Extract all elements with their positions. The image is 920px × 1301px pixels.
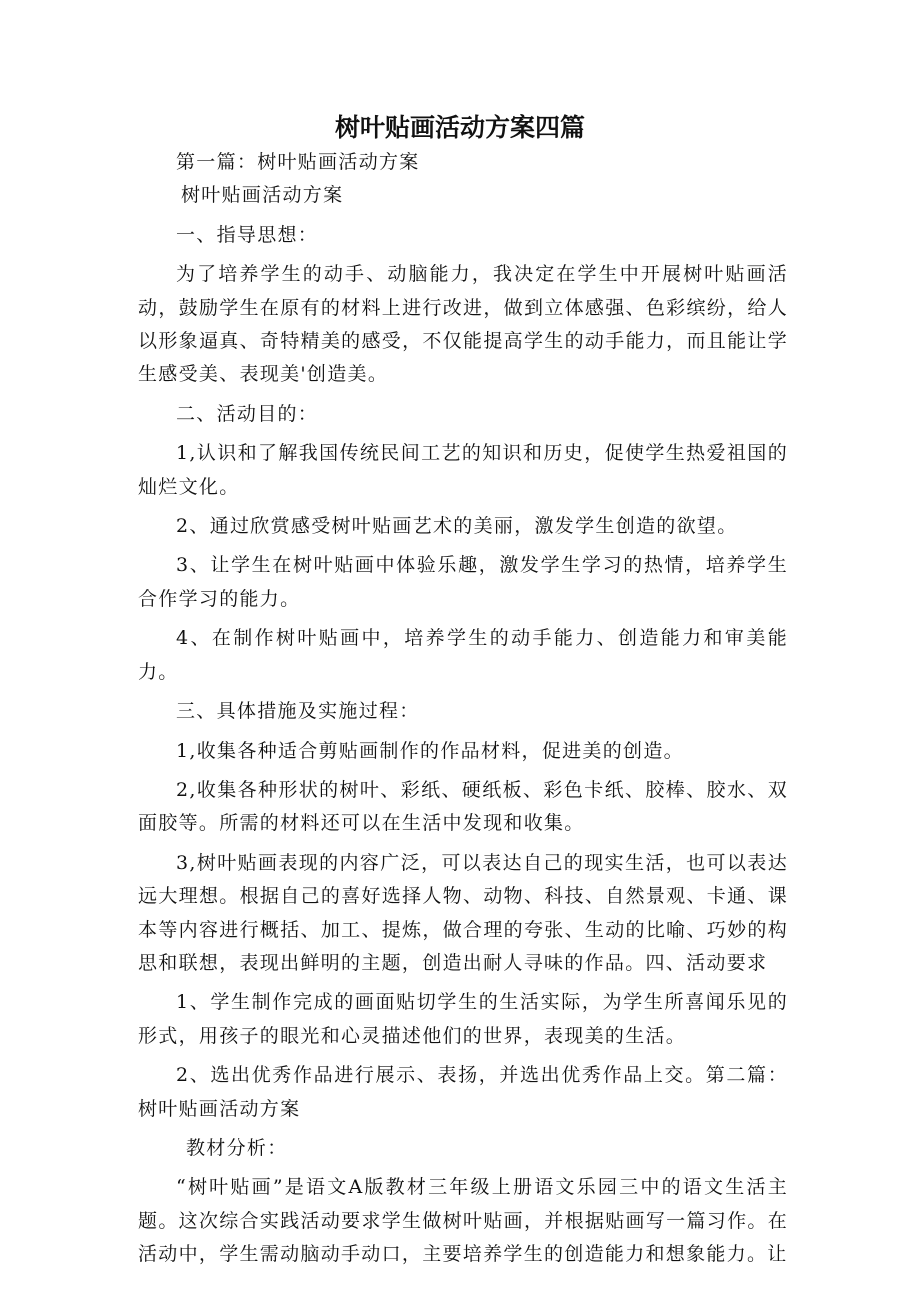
- document-body: [138, 146, 788, 1272]
- heading-measures: 三、具体措施及实施过程：: [176, 700, 420, 723]
- measure-item-3: 3,树叶贴画表现的内容广泛，可以表达自己的现实生活，也可以表达远大理想。根据自己的喜好选择人物、动物、科技、自然景观、卡通、课本等内容进行概括、加工、提炼，做合理的夸张、生动的比喻、巧妙的构思和联想，表现出鲜明的主题，创造出耐人寻味的作品。四、活动要求: [138, 851, 788, 974]
- heading-activity-purpose: 二、活动目的：: [176, 402, 319, 425]
- purpose-item-4: 4、在制作树叶贴画中，培养学生的动手能力、创造能力和审美能力。: [138, 627, 788, 683]
- section-heading-part-one: 第一篇：树叶贴画活动方案: [176, 151, 420, 173]
- measure-item-2: 2,收集各种形状的树叶、彩纸、硬纸板、彩色卡纸、胶棒、胶水、双面胶等。所需的材料还可以在生活中发现和收集。: [138, 778, 788, 835]
- measure-item-1: 1,收集各种适合剪贴画制作的作品材料，促进美的创造。: [176, 739, 684, 762]
- purpose-item-1: 1,认识和了解我国传统民间工艺的知识和历史，促使学生热爱祖国的灿烂文化。: [138, 442, 788, 498]
- document-title: 树叶贴画活动方案四篇: [334, 113, 585, 142]
- requirement-item-1: 1、学生制作完成的画面贴切学生的生活实际，为学生所喜闻乐见的形式，用孩子的眼光和心灵描述他们的世界，表现美的生活。: [138, 991, 788, 1047]
- purpose-item-2: 2、通过欣赏感受树叶贴画艺术的美丽，激发学生创造的欲望。: [176, 515, 738, 538]
- heading-guiding-thought: 一、指导思想：: [176, 223, 319, 246]
- requirement-item-2: 2、选出优秀作品进行展示、表扬，并选出优秀作品上交。第二篇：树叶贴画活动方案: [138, 1064, 788, 1120]
- paragraph-textbook-analysis: “树叶贴画”是语文A版教材三年级上册语文乐园三中的语文生活主题。这次综合实践活动要求学生做树叶贴画，并根据贴画写一篇习作。在活动中，学生需动脑动手动口，主要培养学生的创造能力和想象能力。让: [138, 1176, 788, 1266]
- purpose-item-3: 3、让学生在树叶贴画中体验乐趣，激发学生学习的热情，培养学生合作学习的能力。: [138, 554, 788, 610]
- heading-textbook-analysis: 教材分析：: [186, 1136, 288, 1159]
- paragraph-guiding-thought: 为了培养学生的动手、动脑能力，我决定在学生中开展树叶贴画活动，鼓励学生在原有的材料上进行改进，做到立体感强、色彩缤纷，给人以形象逼真、奇特精美的感受，不仅能提高学生的动手能力，而且能让学生感受美、表现美'创造美。: [138, 263, 788, 386]
- subtitle: 树叶贴画活动方案: [181, 184, 344, 207]
